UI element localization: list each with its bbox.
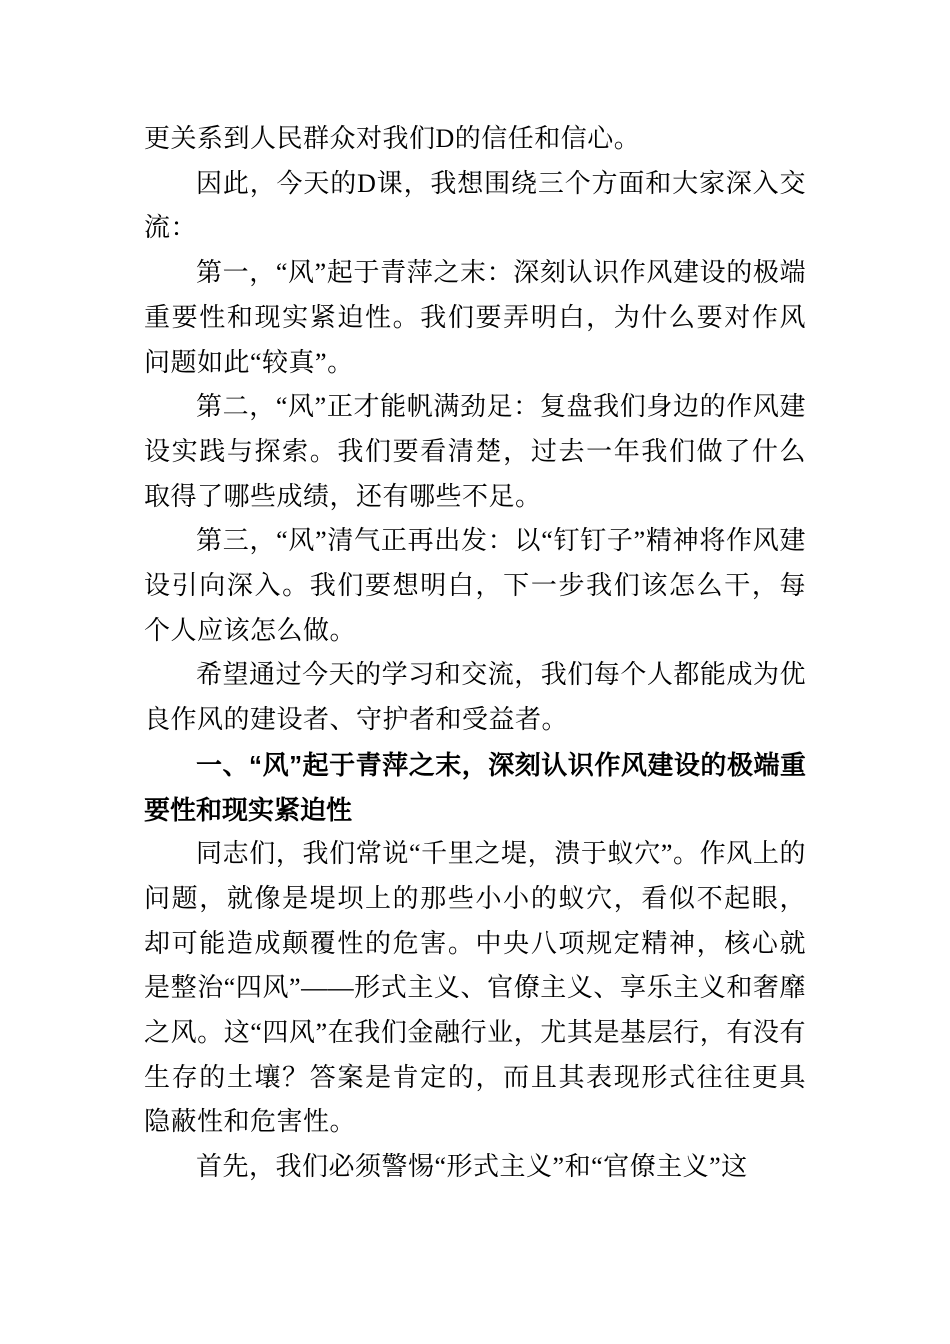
paragraph: 因此，今天的D课，我想围绕三个方面和大家深入交流： xyxy=(144,168,806,243)
paragraph: 希望通过今天的学习和交流，我们每个人都能成为优良作风的建设者、守护者和受益者。 xyxy=(144,660,806,735)
paragraph: 第三，“风”清气正再出发：以“钉钉子”精神将作风建设引向深入。我们要想明白，下一步我们该怎么干，每个人应该怎么做。 xyxy=(144,526,806,645)
paragraph-continuation: 更关系到人民群众对我们D的信任和信心。 xyxy=(144,124,641,153)
paragraph: 第一，“风”起于青萍之末：深刻认识作风建设的极端重要性和现实紧迫性。我们要弄明白，为什么要对作风问题如此“较真”。 xyxy=(144,258,806,377)
paragraph: 第二，“风”正才能帆满劲足：复盘我们身边的作风建设实践与探索。我们要看清楚，过去一年我们做了什么取得了哪些成绩，还有哪些不足。 xyxy=(144,392,806,511)
section-heading: 一、“风”起于青萍之末，深刻认识作风建设的极端重要性和现实紧迫性 xyxy=(144,749,806,825)
paragraph: 同志们，我们常说“千里之堤，溃于蚁穴”。作风上的问题，就像是堤坝上的那些小小的蚁穴，看似不起眼，却可能造成颠覆性的危害。中央八项规定精神，核心就是整治“四风”——形式主义、官僚主义、享乐主义和奢靡之风。这“四风”在我们金融行业，尤其是基层行，有没有生存的土壤？答案是肯定的，而且其表现形式往往更具隐蔽性和危害性。 xyxy=(144,839,806,1137)
paragraph-cutoff: 首先，我们必须警惕“形式主义”和“官僚主义”这 xyxy=(196,1152,748,1182)
